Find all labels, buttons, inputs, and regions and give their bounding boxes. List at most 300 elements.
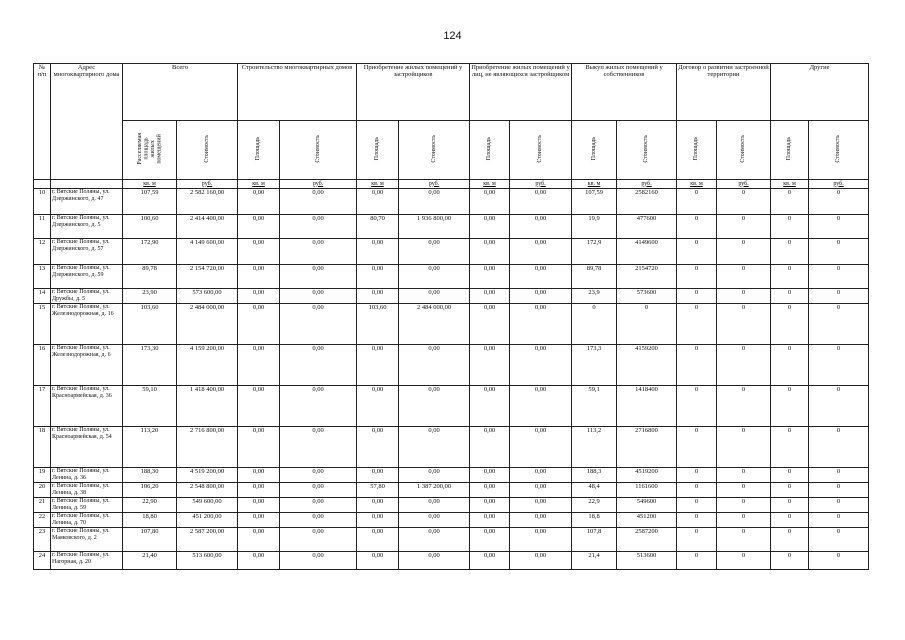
cell-area: 0,00 — [238, 528, 280, 552]
cell-area: 0 — [677, 513, 717, 528]
cell-cost: 451200 — [617, 513, 677, 528]
page-number: 124 — [443, 30, 462, 42]
cell-area: 107,80 — [123, 528, 177, 552]
cell-cost: 573600 — [617, 289, 677, 304]
row-number: 24 — [34, 552, 51, 570]
cell-area: 0,00 — [357, 528, 399, 552]
cell-cost: 0,00 — [510, 304, 572, 345]
cell-area: 0,00 — [357, 239, 399, 265]
cell-area: 107,59 — [572, 189, 617, 215]
unit-label: руб. — [177, 180, 238, 189]
cell-cost: 0,00 — [280, 528, 357, 552]
cell-cost: 0,00 — [399, 289, 470, 304]
cell-area: 0 — [771, 513, 809, 528]
cell-area: 0 — [677, 386, 717, 427]
cell-area: 0,00 — [357, 265, 399, 289]
cell-cost: 0 — [809, 498, 869, 513]
header-other: Другие — [771, 64, 869, 121]
cell-area: 22,9 — [572, 498, 617, 513]
cell-area: 0,00 — [470, 386, 510, 427]
table-row — [34, 528, 869, 552]
unit-label: кв. м — [357, 180, 399, 189]
cell-area: 172,9 — [572, 239, 617, 265]
subheader-label: Площадь — [486, 137, 493, 161]
cell-cost: 0,00 — [280, 215, 357, 239]
row-address: г. Вятские Поляны, ул. Железнодорожная, д. 16 — [51, 304, 123, 345]
cell-area: 0,00 — [470, 483, 510, 498]
cell-area: 22,90 — [123, 498, 177, 513]
cell-area: 0 — [677, 498, 717, 513]
cell-area: 0 — [677, 304, 717, 345]
cell-cost: 2 716 800,00 — [177, 427, 238, 468]
unit-label: кв. м — [123, 180, 177, 189]
cell-cost: 4 149 600,00 — [177, 239, 238, 265]
cell-cost: 0 — [809, 289, 869, 304]
cell-cost: 0,00 — [399, 498, 470, 513]
row-number: 14 — [34, 289, 51, 304]
cell-cost: 0,00 — [399, 513, 470, 528]
cell-cost: 0 — [717, 528, 771, 552]
row-number: 20 — [34, 483, 51, 498]
cell-cost: 0 — [809, 345, 869, 386]
cell-cost: 0 — [717, 289, 771, 304]
cell-area: 0 — [771, 215, 809, 239]
cell-cost: 451 200,00 — [177, 513, 238, 528]
row-number: 13 — [34, 265, 51, 289]
cell-area: 0,00 — [238, 289, 280, 304]
cell-cost: 4159200 — [617, 345, 677, 386]
cell-area: 0,00 — [470, 304, 510, 345]
cell-area: 0 — [677, 552, 717, 570]
cell-area: 0 — [771, 427, 809, 468]
cell-cost: 0,00 — [399, 552, 470, 570]
cell-cost: 0,00 — [510, 552, 572, 570]
cell-area: 59,1 — [572, 386, 617, 427]
cell-cost: 0 — [809, 215, 869, 239]
cell-area: 0 — [771, 345, 809, 386]
header-sub-row — [34, 121, 869, 180]
cell-cost: 2 484 000,00 — [177, 304, 238, 345]
cell-area: 0 — [677, 265, 717, 289]
cell-area: 23,9 — [572, 289, 617, 304]
cell-area: 0,00 — [238, 345, 280, 386]
cell-area: 0,00 — [470, 215, 510, 239]
row-address: г. Вятские Поляны, ул. Маяковского, д. 2 — [51, 528, 123, 552]
cell-area: 48,4 — [572, 483, 617, 498]
unit-label: руб. — [617, 180, 677, 189]
cell-cost: 0,00 — [510, 386, 572, 427]
cell-area: 0 — [771, 304, 809, 345]
cell-cost: 0,00 — [510, 189, 572, 215]
cell-cost: 0,00 — [510, 345, 572, 386]
header-group-row — [34, 64, 869, 121]
subheader-label: Площадь — [255, 137, 262, 161]
row-number: 19 — [34, 468, 51, 483]
subheader-cost — [177, 121, 238, 180]
cell-area: 0,00 — [238, 189, 280, 215]
cell-cost: 0,00 — [399, 189, 470, 215]
cell-area: 0 — [677, 239, 717, 265]
cell-cost: 2 582 160,00 — [177, 189, 238, 215]
cell-cost: 0,00 — [510, 289, 572, 304]
cell-area: 0 — [677, 289, 717, 304]
cell-cost: 0 — [717, 513, 771, 528]
cell-cost: 549 600,00 — [177, 498, 238, 513]
cell-cost: 0 — [717, 498, 771, 513]
cell-area: 0,00 — [357, 189, 399, 215]
cell-area: 0,00 — [357, 345, 399, 386]
cell-cost: 0 — [809, 239, 869, 265]
cell-area: 0 — [771, 239, 809, 265]
cell-cost: 0,00 — [510, 215, 572, 239]
cell-cost: 0,00 — [510, 265, 572, 289]
cell-cost: 0 — [809, 483, 869, 498]
cell-area: 0,00 — [470, 552, 510, 570]
unit-label: руб. — [510, 180, 572, 189]
cell-area: 0,00 — [238, 468, 280, 483]
cell-cost: 2 154 720,00 — [177, 265, 238, 289]
table-row — [34, 289, 869, 304]
table-row — [34, 189, 869, 215]
cell-area: 21,4 — [572, 552, 617, 570]
cell-cost: 1 936 800,00 — [399, 215, 470, 239]
row-address: г. Вятские Поляны, ул. Ленина, д. 36 — [51, 468, 123, 483]
row-address: г. Вятские Поляны, ул. Дзержинского, д. 57 — [51, 239, 123, 265]
subheader-cost — [809, 121, 869, 180]
cell-cost: 0,00 — [280, 498, 357, 513]
cell-cost: 1418400 — [617, 386, 677, 427]
cell-cost: 0 — [809, 528, 869, 552]
row-number: 12 — [34, 239, 51, 265]
subheader-label: Стоимость — [430, 135, 437, 163]
header-number: № п/п — [34, 64, 51, 180]
row-address: г. Вятские Поляны, ул. Дружбы, д. 5 — [51, 289, 123, 304]
cell-cost: 0,00 — [510, 483, 572, 498]
cell-area: 80,70 — [357, 215, 399, 239]
cell-cost: 0,00 — [510, 528, 572, 552]
cell-cost: 2154720 — [617, 265, 677, 289]
cell-cost: 0,00 — [280, 468, 357, 483]
cell-cost: 0,00 — [399, 528, 470, 552]
unit-label: кв. м — [677, 180, 717, 189]
row-address: г. Вятские Поляны, ул. Нагорная, д. 20 — [51, 552, 123, 570]
table-row — [34, 386, 869, 427]
cell-cost: 0 — [809, 427, 869, 468]
cell-area: 0,00 — [470, 498, 510, 513]
cell-area: 188,3 — [572, 468, 617, 483]
header-address: Адрес многоквартирного дома — [51, 64, 123, 180]
cell-cost: 0 — [809, 304, 869, 345]
subheader-area — [771, 121, 809, 180]
header-purchase-non-developers: Приобретение жилых помещений у лиц, не являющихся застройщиком — [470, 64, 572, 121]
row-address: г. Вятские Поляны, ул. Красноармейская, д. 36 — [51, 386, 123, 427]
cell-cost: 1 418 400,00 — [177, 386, 238, 427]
cell-cost: 0,00 — [280, 552, 357, 570]
unit-label: руб. — [280, 180, 357, 189]
row-number: 21 — [34, 498, 51, 513]
cell-area: 0,00 — [357, 552, 399, 570]
cell-cost: 2716800 — [617, 427, 677, 468]
cell-cost: 0,00 — [280, 304, 357, 345]
subheader-cost — [617, 121, 677, 180]
cell-area: 0,00 — [238, 265, 280, 289]
cell-area: 0 — [677, 483, 717, 498]
cell-area: 100,60 — [123, 215, 177, 239]
cell-cost: 0,00 — [280, 483, 357, 498]
cell-area: 103,60 — [357, 304, 399, 345]
table-row — [34, 265, 869, 289]
cell-cost: 1161600 — [617, 483, 677, 498]
cell-cost: 0 — [717, 265, 771, 289]
cell-area: 0 — [572, 304, 617, 345]
cell-cost: 0,00 — [280, 345, 357, 386]
cell-area: 0 — [677, 189, 717, 215]
cell-area: 0,00 — [357, 427, 399, 468]
cell-cost: 2 548 800,00 — [177, 483, 238, 498]
row-number: 15 — [34, 304, 51, 345]
cell-area: 106,20 — [123, 483, 177, 498]
cell-area: 0,00 — [470, 189, 510, 215]
cell-cost: 0,00 — [280, 289, 357, 304]
cell-area: 0,00 — [470, 239, 510, 265]
cell-area: 0 — [771, 468, 809, 483]
cell-area: 0 — [771, 552, 809, 570]
row-address: г. Вятские Поляны, ул. Ленина, д. 59 — [51, 498, 123, 513]
cell-area: 0,00 — [470, 345, 510, 386]
cell-cost: 2587200 — [617, 528, 677, 552]
subheader-area — [677, 121, 717, 180]
cell-cost: 0,00 — [399, 239, 470, 265]
cell-area: 113,20 — [123, 427, 177, 468]
cell-cost: 477600 — [617, 215, 677, 239]
cell-cost: 0 — [809, 513, 869, 528]
cell-cost: 513600 — [617, 552, 677, 570]
header-unit-row — [34, 180, 869, 189]
subheader-label: Стоимость — [314, 135, 321, 163]
cell-area: 0 — [677, 345, 717, 386]
cell-area: 0,00 — [238, 552, 280, 570]
cell-area: 18,80 — [123, 513, 177, 528]
cell-area: 0 — [771, 528, 809, 552]
cell-area: 107,59 — [123, 189, 177, 215]
row-address: г. Вятские Поляны, ул. Дзержинского, д. 59 — [51, 265, 123, 289]
cell-area: 0 — [677, 528, 717, 552]
cell-cost: 4149600 — [617, 239, 677, 265]
cell-cost: 0,00 — [280, 386, 357, 427]
cell-area: 0 — [677, 427, 717, 468]
cell-area: 113,2 — [572, 427, 617, 468]
table-row — [34, 427, 869, 468]
cell-area: 0,00 — [238, 498, 280, 513]
table-row — [34, 513, 869, 528]
cell-area: 0,00 — [357, 513, 399, 528]
row-number: 16 — [34, 345, 51, 386]
cell-area: 18,8 — [572, 513, 617, 528]
cell-area: 103,60 — [123, 304, 177, 345]
cell-area: 0,00 — [470, 427, 510, 468]
row-number: 10 — [34, 189, 51, 215]
row-address: г. Вятские Поляны, ул. Дзержинского, д. 5 — [51, 215, 123, 239]
cell-cost: 0 — [717, 552, 771, 570]
cell-area: 188,30 — [123, 468, 177, 483]
unit-blank — [34, 180, 51, 189]
subheader-area — [123, 121, 177, 180]
subheader-cost — [280, 121, 357, 180]
cell-area: 0,00 — [470, 528, 510, 552]
cell-cost: 0,00 — [280, 513, 357, 528]
cell-area: 173,3 — [572, 345, 617, 386]
subheader-label: Площадь — [374, 137, 381, 161]
cell-area: 89,78 — [572, 265, 617, 289]
subheader-cost — [510, 121, 572, 180]
row-number: 18 — [34, 427, 51, 468]
cell-area: 0,00 — [470, 265, 510, 289]
table-row — [34, 304, 869, 345]
cell-cost: 4 159 200,00 — [177, 345, 238, 386]
cell-cost: 0,00 — [510, 468, 572, 483]
cell-cost: 0 — [717, 468, 771, 483]
cell-area: 0,00 — [238, 483, 280, 498]
table-row — [34, 345, 869, 386]
row-address: г. Вятские Поляны, ул. Дзержинского, д. 47 — [51, 189, 123, 215]
subheader-label: Расселяемая площадь жилых помещений — [136, 133, 162, 165]
header-construction: Строительство многоквартирных домов — [238, 64, 357, 121]
cell-area: 0,00 — [357, 386, 399, 427]
cell-area: 172,90 — [123, 239, 177, 265]
cell-area: 0,00 — [357, 498, 399, 513]
unit-blank — [51, 180, 123, 189]
unit-label: кв. м — [470, 180, 510, 189]
cell-cost: 2 484 000,00 — [399, 304, 470, 345]
cell-cost: 0,00 — [399, 345, 470, 386]
cell-area: 0,00 — [470, 289, 510, 304]
cell-cost: 0 — [717, 427, 771, 468]
cell-cost: 0 — [809, 189, 869, 215]
cell-area: 59,10 — [123, 386, 177, 427]
subheader-label: Стоимость — [835, 135, 842, 163]
subheader-label: Площадь — [786, 137, 793, 161]
cell-area: 21,40 — [123, 552, 177, 570]
cell-cost: 0,00 — [280, 189, 357, 215]
cell-area: 0 — [771, 386, 809, 427]
cell-area: 0 — [771, 189, 809, 215]
cell-area: 0,00 — [238, 304, 280, 345]
cell-cost: 573 600,00 — [177, 289, 238, 304]
cell-cost: 0 — [809, 386, 869, 427]
cell-cost: 0,00 — [280, 265, 357, 289]
header-purchase-developers: Приобретение жилых помещений у застройщиков — [357, 64, 470, 121]
subheader-label: Стоимость — [643, 135, 650, 163]
row-address: г. Вятские Поляны, ул. Железнодорожная, д. 6 — [51, 345, 123, 386]
row-number: 23 — [34, 528, 51, 552]
subheader-cost — [717, 121, 771, 180]
cell-cost: 0 — [809, 552, 869, 570]
table-row — [34, 483, 869, 498]
row-number: 11 — [34, 215, 51, 239]
cell-cost: 0 — [809, 265, 869, 289]
cell-cost: 0,00 — [399, 427, 470, 468]
subheader-label: Площадь — [590, 137, 597, 161]
cell-area: 0,00 — [238, 239, 280, 265]
cell-area: 0,00 — [470, 513, 510, 528]
table-row — [34, 468, 869, 483]
cell-cost: 0,00 — [399, 386, 470, 427]
row-number: 17 — [34, 386, 51, 427]
cell-cost: 4 519 200,00 — [177, 468, 238, 483]
cell-cost: 0 — [717, 386, 771, 427]
table-row — [34, 498, 869, 513]
cell-area: 89,78 — [123, 265, 177, 289]
cell-cost: 2 587 200,00 — [177, 528, 238, 552]
cell-area: 0,00 — [238, 513, 280, 528]
cell-cost: 2 414 400,00 — [177, 215, 238, 239]
cell-area: 19,9 — [572, 215, 617, 239]
unit-label: руб. — [399, 180, 470, 189]
cell-cost: 2582160 — [617, 189, 677, 215]
cell-cost: 0,00 — [510, 498, 572, 513]
cell-cost: 0,00 — [399, 468, 470, 483]
cell-cost: 0 — [717, 304, 771, 345]
row-number: 22 — [34, 513, 51, 528]
subheader-label: Стоимость — [537, 135, 544, 163]
cell-area: 173,30 — [123, 345, 177, 386]
cell-area: 0 — [771, 483, 809, 498]
cell-cost: 0 — [809, 468, 869, 483]
unit-label: кв. м — [771, 180, 809, 189]
cell-cost: 0,00 — [280, 427, 357, 468]
cell-area: 0,00 — [357, 468, 399, 483]
cell-cost: 0,00 — [510, 427, 572, 468]
header-buyout: Выкуп жилых помещений у собственников — [572, 64, 677, 121]
cell-cost: 0 — [717, 189, 771, 215]
subheader-label: Площадь — [693, 137, 700, 161]
unit-label: кв. м — [572, 180, 617, 189]
cell-cost: 0,00 — [510, 513, 572, 528]
header-development-agreement: Договор о развитии застроенной территории — [677, 64, 771, 121]
cell-cost: 0 — [717, 345, 771, 386]
cell-cost: 549600 — [617, 498, 677, 513]
row-address: г. Вятские Поляны, ул. Ленина, д. 70 — [51, 513, 123, 528]
table-row — [34, 239, 869, 265]
header-total: Всего — [123, 64, 238, 121]
cell-cost: 0,00 — [280, 239, 357, 265]
cell-cost: 0,00 — [399, 265, 470, 289]
cell-area: 0 — [677, 215, 717, 239]
unit-label: руб. — [717, 180, 771, 189]
cell-area: 0 — [771, 265, 809, 289]
table-row — [34, 552, 869, 570]
cell-cost: 0,00 — [510, 239, 572, 265]
cell-area: 0 — [677, 468, 717, 483]
cell-area: 23,90 — [123, 289, 177, 304]
row-address: г. Вятские Поляны, ул. Красноармейская, д. 54 — [51, 427, 123, 468]
subheader-area — [470, 121, 510, 180]
cell-cost: 0 — [717, 215, 771, 239]
cell-area: 0,00 — [238, 427, 280, 468]
cell-area: 0,00 — [357, 289, 399, 304]
cell-cost: 0 — [617, 304, 677, 345]
cell-area: 0,00 — [238, 386, 280, 427]
resettlement-table — [33, 63, 869, 570]
cell-area: 0,00 — [470, 468, 510, 483]
unit-label: кв. м — [238, 180, 280, 189]
cell-area: 0,00 — [238, 215, 280, 239]
subheader-label: Стоимость — [740, 135, 747, 163]
cell-cost: 0 — [717, 239, 771, 265]
subheader-label: Стоимость — [203, 135, 210, 163]
cell-cost: 0 — [717, 483, 771, 498]
cell-area: 107,8 — [572, 528, 617, 552]
